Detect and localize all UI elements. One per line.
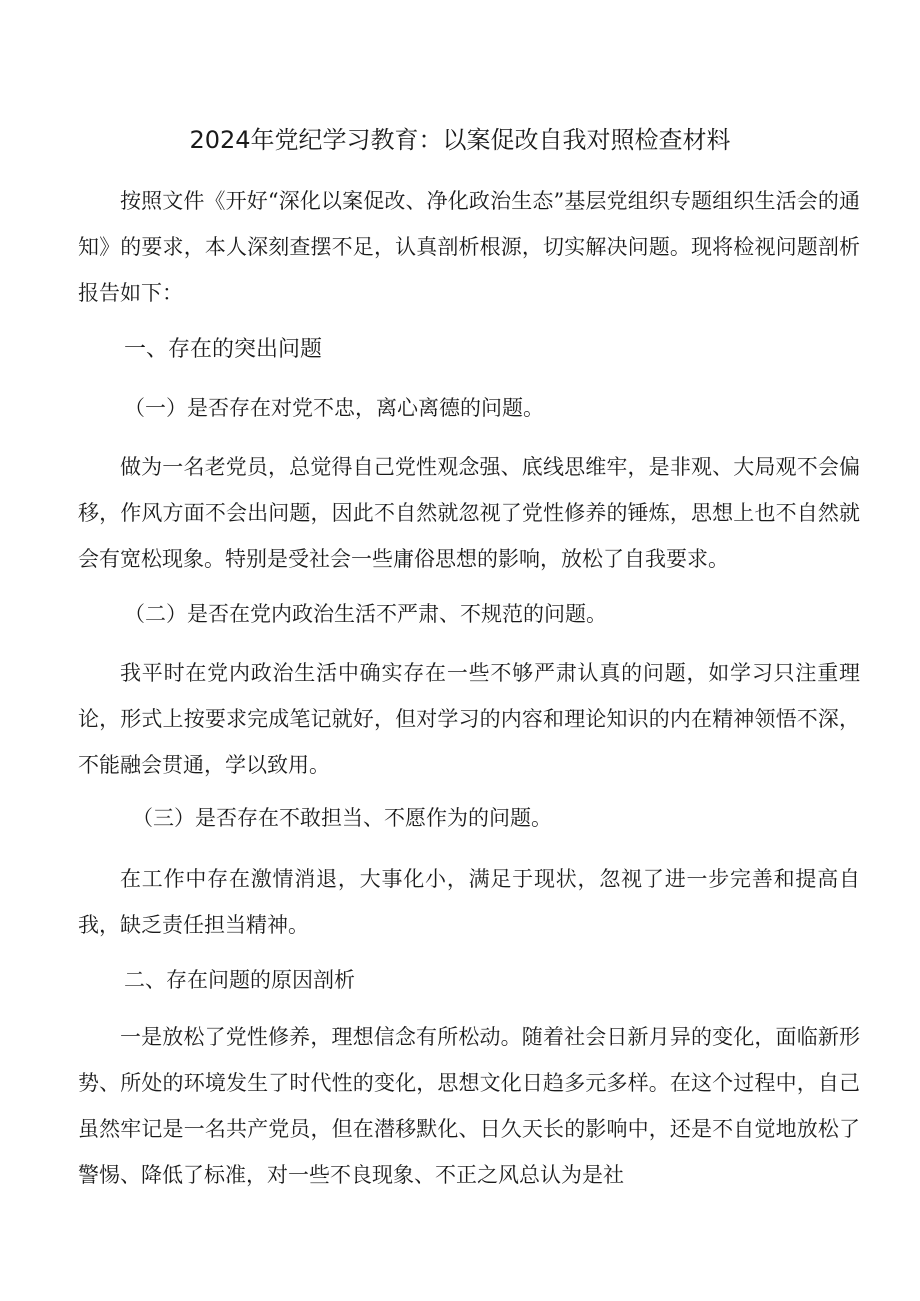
item-1-body: 做为一名老党员，总觉得自己党性观念强、底线思维牢，是非观、大局观不会偏移，作风方面不会出问题，因此不自然就忽视了党性修养的锤炼，思想上也不自然就会有宽松现象。特别是受社会一些庸俗思想的影响，放松了自我要求。 [78,455,860,571]
section-1-heading: 一、存在的突出问题 [124,337,323,362]
item-1-heading: （一）是否存在对党不忠，离心离德的问题。 [124,396,544,420]
item-3-body: 在工作中存在激情消退，大事化小，满足于现状，忽视了进一步完善和提高自我，缺乏责任担当精神。 [78,867,860,937]
section-2-body: 一是放松了党性修养，理想信念有所松动。随着社会日新月异的变化，面临新形势、所处的环境发生了时代性的变化，思想文化日趋多元多样。在这个过程中，自己虽然牢记是一名共产党员，但在潜移默化、日久天长的影响中，还是不自觉地放松了警惕、降低了标准，对一些不良现象、不正之风总认为是社 [78,1025,860,1187]
section-2-heading: 二、存在问题的原因剖析 [124,968,355,992]
item-2-heading: （二）是否在党内政治生活不严肃、不规范的问题。 [124,602,607,626]
document-title: 2024年党纪学习教育：以案促改自我对照检查材料 [189,126,731,154]
item-3-heading: （三）是否存在不敢担当、不愿作为的问题。 [132,806,552,830]
item-2-body: 我平时在党内政治生活中确实存在一些不够严肃认真的问题，如学习只注重理论，形式上按要求完成笔记就好，但对学习的内容和理论知识的内在精神领悟不深，不能融会贯通，学以致用。 [78,661,860,777]
intro-paragraph: 按照文件《开好“深化以案促改、净化政治生态”基层党组织专题组织生活会的通知》的要求，本人深刻查摆不足，认真剖析根源，切实解决问题。现将检视问题剖析报告如下： [78,189,860,305]
